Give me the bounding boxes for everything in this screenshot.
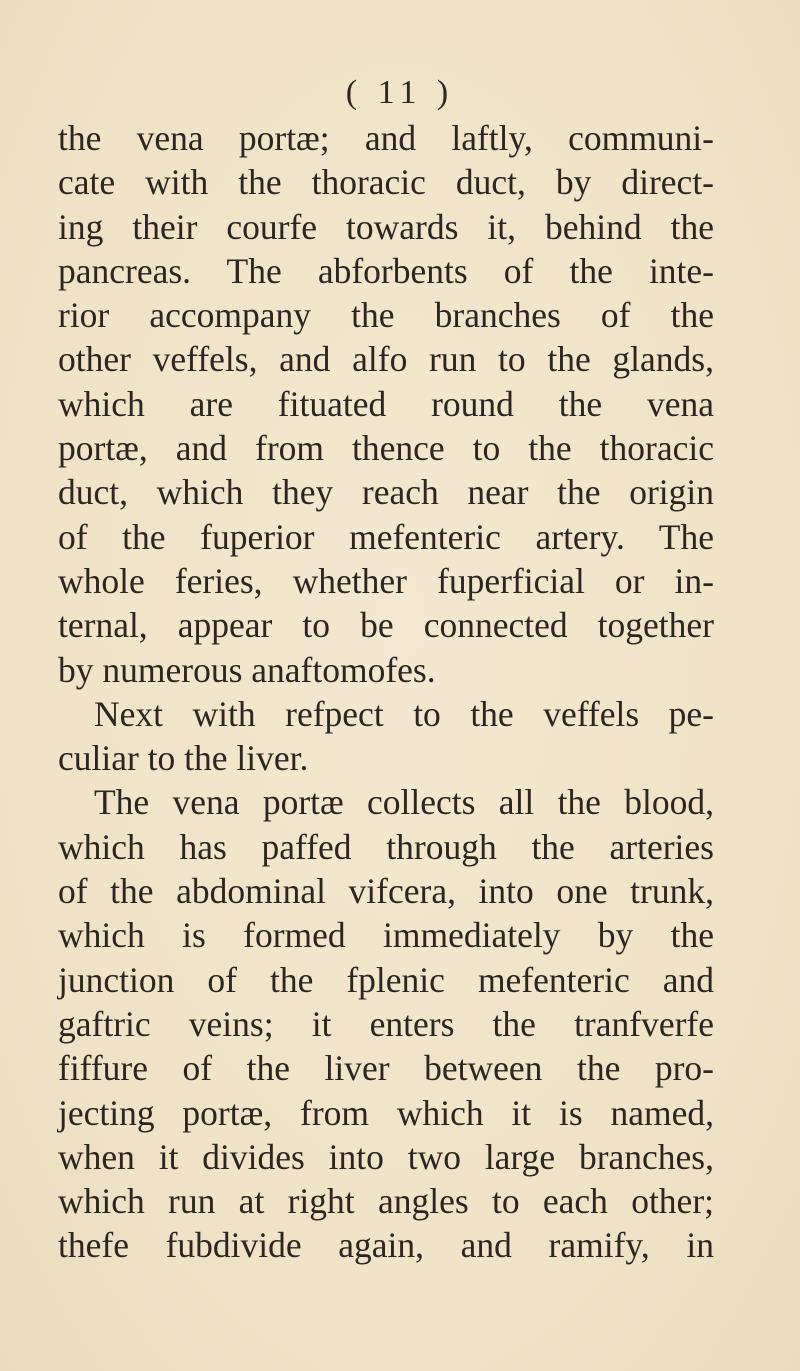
text-line: ternal, appear to be connected together: [58, 605, 714, 646]
text-line: which has paffed through the arteries: [58, 826, 714, 867]
text-line: other veffels, and alfo run to the glands,: [58, 339, 714, 380]
text-line: which is formed immediately by the: [58, 915, 714, 956]
text-line: thefe fubdivide again, and ramify, in: [58, 1225, 714, 1266]
text-line: fiffure of the liver between the pro-: [58, 1048, 714, 1089]
text-line: by numerous anaftomofes.: [58, 649, 436, 690]
text-line: whole feries, whether fuperficial or in-: [58, 560, 714, 601]
text-line: rior accompany the branches of the: [58, 295, 714, 336]
text-line: which run at right angles to each other;: [58, 1181, 714, 1222]
text-line: gaftric veins; it enters the tranfverfe: [58, 1003, 714, 1044]
text-line: The vena portæ collects all the blood,: [94, 782, 714, 823]
text-line: when it divides into two large branches,: [58, 1136, 714, 1177]
body-text: [58, 116, 714, 1268]
text-line: the vena portæ; and laftly, communi-: [58, 118, 714, 158]
text-line: portæ, and from thence to the thoracic: [58, 428, 714, 469]
text-line: junction of the fplenic mefenteric and: [58, 959, 714, 1000]
text-line: culiar to the liver.: [58, 738, 309, 779]
text-line: ing their courfe towards it, behind the: [58, 206, 714, 247]
text-line: Next with refpect to the veffels pe-: [94, 693, 714, 734]
text-line: pancreas. The abforbents of the inte-: [58, 250, 714, 291]
text-line: of the fuperior mefenteric artery. The: [58, 516, 714, 557]
text-line: which are fituated round the vena: [58, 383, 714, 424]
page-number: ( 11 ): [345, 74, 455, 111]
text-line: of the abdominal vifcera, into one trunk,: [58, 871, 714, 912]
text-line: jecting portæ, from which it is named,: [58, 1092, 714, 1133]
text-line: duct, which they reach near the origin: [58, 472, 714, 513]
text-line: cate with the thoracic duct, by direct-: [58, 162, 714, 203]
